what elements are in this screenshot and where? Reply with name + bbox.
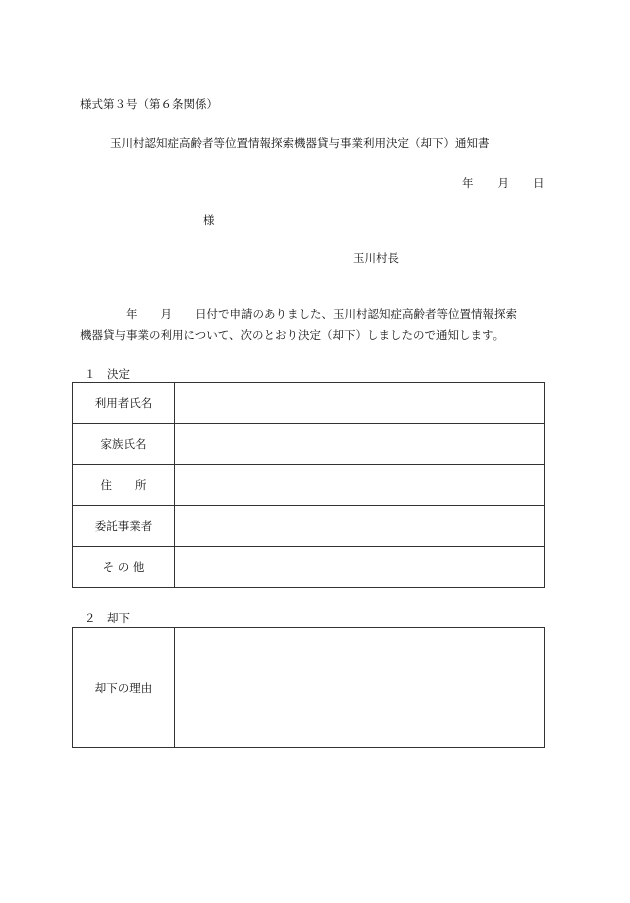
row-label-user-name: 利用者氏名 bbox=[73, 383, 175, 424]
section-rejection-heading: ２ 却下 bbox=[84, 611, 130, 625]
document-title: 玉川村認知症高齢者等位置情報探索機器貸与事業利用決定（却下）通知書 bbox=[110, 136, 490, 150]
sender-name: 玉川村長 bbox=[353, 251, 399, 265]
user-name-field[interactable] bbox=[175, 383, 545, 424]
table-row bbox=[73, 628, 545, 748]
row-label-contractor: 委託事業者 bbox=[73, 506, 175, 547]
addressee-suffix: 様 bbox=[203, 213, 215, 227]
row-label-address: 住 所 bbox=[73, 465, 175, 506]
address-field[interactable] bbox=[175, 465, 545, 506]
family-name-field[interactable] bbox=[175, 424, 545, 465]
contractor-field[interactable] bbox=[175, 506, 545, 547]
notice-body bbox=[80, 304, 555, 346]
rejection-reason-field[interactable] bbox=[175, 628, 545, 748]
rejection-table bbox=[72, 627, 545, 748]
section-decision-heading: １ 決定 bbox=[84, 367, 130, 381]
table-row bbox=[73, 506, 545, 547]
row-label-family-name: 家族氏名 bbox=[73, 424, 175, 465]
date-line bbox=[462, 175, 545, 191]
table-row bbox=[73, 465, 545, 506]
notice-body-line-1: 年 月 日付で申請のありました、玉川村認知症高齢者等位置情報探索 bbox=[126, 307, 517, 321]
date-month-label: 月 bbox=[497, 176, 509, 190]
date-year-label: 年 bbox=[462, 176, 474, 190]
notice-body-line-2: 機器貸与事業の利用について、次のとおり決定（却下）しましたので通知します。 bbox=[80, 328, 505, 342]
form-number: 様式第３号（第６条関係） bbox=[80, 97, 218, 111]
table-row bbox=[73, 424, 545, 465]
decision-table bbox=[72, 382, 545, 588]
other-field[interactable] bbox=[175, 547, 545, 588]
table-row bbox=[73, 383, 545, 424]
row-label-other: そ の 他 bbox=[73, 547, 175, 588]
date-day-label: 日 bbox=[533, 176, 545, 190]
table-row bbox=[73, 547, 545, 588]
row-label-rejection-reason: 却下の理由 bbox=[73, 628, 175, 748]
